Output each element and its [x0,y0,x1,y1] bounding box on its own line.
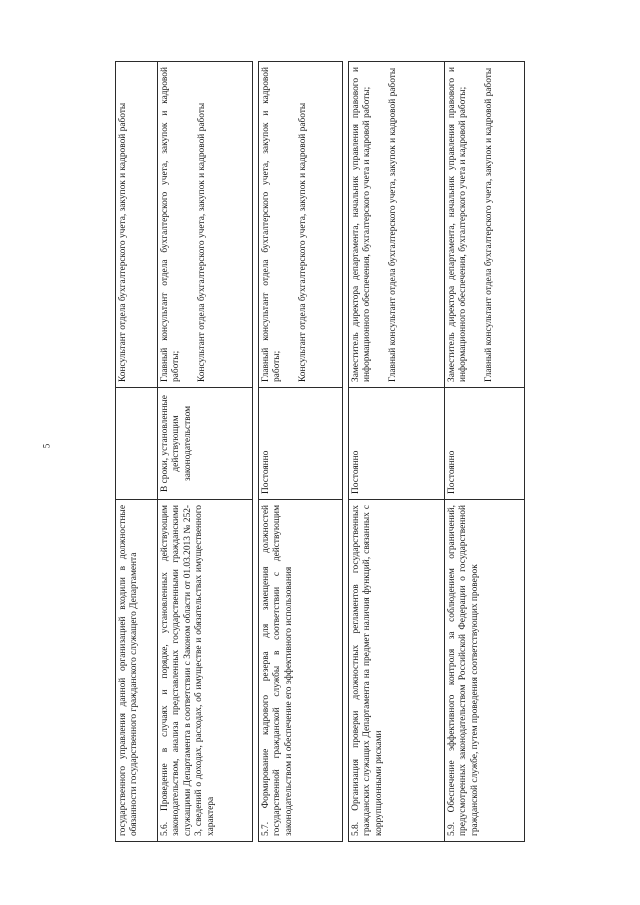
measure-cell [116,500,158,842]
measure-text: 5.6. Проведение в случаях и порядке, установленных действующим законодательством, анализа представленных государственными гражданскими служащими Департамента в соответствии с Законом области от 01.03.2013 № 252-3, сведений о доходах, расходах, об имуществе и обязательствах имущественного характера [160,505,216,836]
measure-text: 5.8. Организация проверки должностных регламентов государственных гражданских служащих Департамента на предмет наличия функций, связанных с коррупционными рисками [351,505,384,836]
responsible-item: Заместитель директора департамента, начальник управления правового и информационного обеспечения, бухгалтерского учета и кадровой работы; [351,67,373,382]
responsible-item: Главный консультант отдела бухгалтерского учета, закупок и кадровой работы; [261,67,283,382]
responsible-cell [116,62,158,388]
term-text: Постоянно [261,450,271,494]
responsible-item: Главный консультант отдела бухгалтерского учета, закупок и кадровой работы [387,67,398,382]
term-cell [259,388,343,500]
term-text: В сроки, установленные действующим законодательством [160,395,193,492]
rotated-document [115,62,525,842]
responsible-item: Заместитель директора департамента, начальник управления правового и информационного обеспечения, бухгалтерского учета и кадровой работы; [447,67,469,382]
responsible-item: Главный консультант отдела бухгалтерского учета, закупок и кадровой работы [483,67,494,382]
term-cell [116,388,158,500]
table-row [349,62,445,842]
measure-text: государственного управления данной организацией входили в должностные обязанности государственного гражданского служащего Департамента [118,505,140,836]
measure-cell [445,500,525,842]
responsible-item: Консультант отдела бухгалтерского учета, закупок и кадровой работы [297,102,308,382]
term-cell [349,388,445,500]
anticorruption-measures-table [115,61,525,842]
responsible-cell [158,62,253,388]
responsible-cell [259,62,343,388]
measure-text: 5.7. Формирование кадрового резерва для замещения должностей государственной гражданской службы в соответствии с действующим законодательством и обеспечение его эффективного использования [261,505,294,836]
measure-cell [158,500,253,842]
term-text: Постоянно [351,450,361,494]
term-cell [158,388,253,500]
page-number: 5 [41,443,52,449]
table-row [445,62,525,842]
table-row [259,62,343,842]
table-row [116,62,158,842]
responsible-cell [349,62,445,388]
term-cell [445,388,525,500]
responsible-item: Главный консультант отдела бухгалтерского учета, закупок и кадровой работы; [160,67,182,382]
responsible-item: Консультант отдела бухгалтерского учета, закупок и кадровой работы [196,102,207,382]
responsible-cell [445,62,525,388]
term-text: Постоянно [447,450,457,494]
responsible-item: Консультант отдела бухгалтерского учета, закупок и кадровой работы [118,102,128,382]
measure-cell [259,500,343,842]
table-row [158,62,253,842]
measure-text: 5.9. Обеспечение эффективного контроля за соблюдением ограничений, предусмотренных законодательством Российской Федерации о государственной гражданской службе, путем проведения соответствующих проверок [447,505,480,836]
measure-cell [349,500,445,842]
